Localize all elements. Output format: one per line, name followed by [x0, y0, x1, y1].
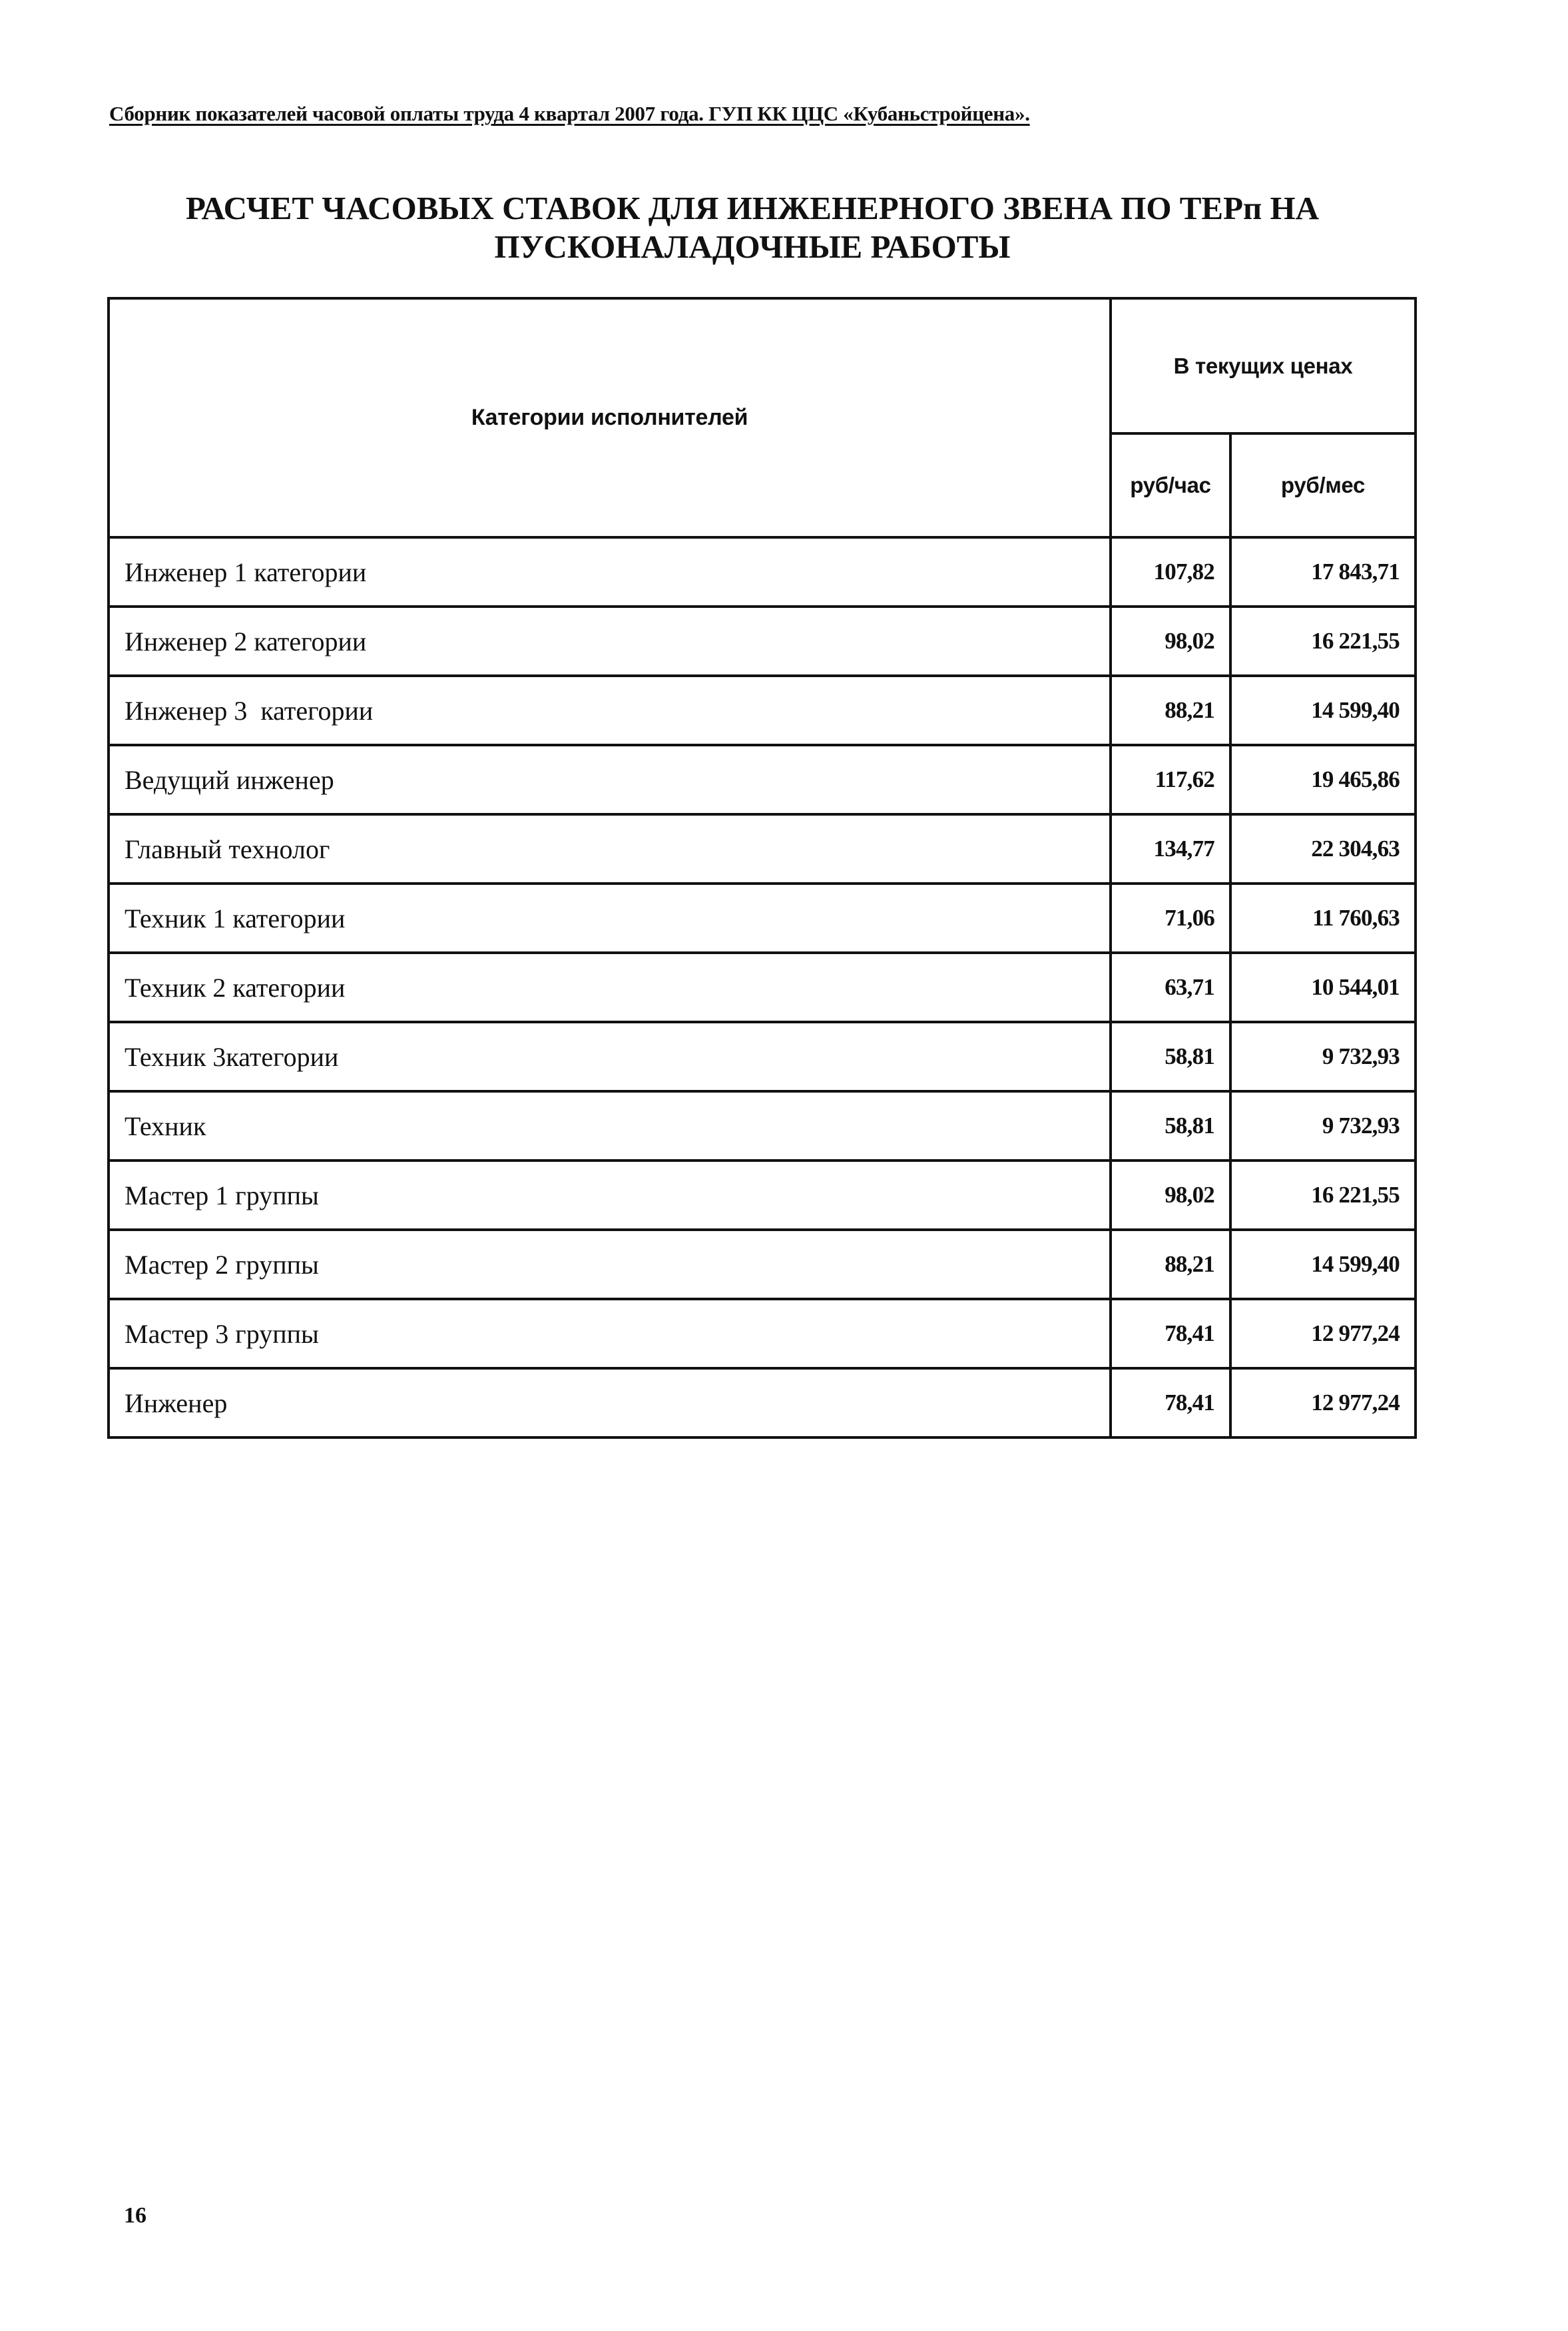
table-header-row — [109, 298, 1416, 433]
table-row — [109, 1161, 1416, 1230]
category-cell: Мастер 2 группы — [109, 1230, 1111, 1299]
rate-month-cell: 19 465,86 — [1230, 745, 1416, 814]
rate-hour-cell: 78,41 — [1111, 1299, 1230, 1368]
rate-hour-cell: 58,81 — [1111, 1091, 1230, 1161]
page-title — [107, 189, 1398, 266]
rate-month-cell: 22 304,63 — [1230, 814, 1416, 884]
page-number: 16 — [124, 2203, 146, 2228]
category-cell: Главный технолог — [109, 814, 1111, 884]
rate-hour-cell: 98,02 — [1111, 1161, 1230, 1230]
column-header-rub-per-month: руб/мес — [1230, 433, 1416, 537]
rate-month-cell: 16 221,55 — [1230, 607, 1416, 676]
table-row — [109, 745, 1416, 814]
page-title-line-2: ПУСКОНАЛАДОЧНЫЕ РАБОТЫ — [494, 228, 1011, 265]
category-cell: Инженер 1 категории — [109, 537, 1111, 607]
table-row — [109, 814, 1416, 884]
category-cell: Ведущий инженер — [109, 745, 1111, 814]
category-cell: Мастер 3 группы — [109, 1299, 1111, 1368]
table-row — [109, 884, 1416, 953]
table-row — [109, 537, 1416, 607]
rate-month-cell: 14 599,40 — [1230, 676, 1416, 745]
rate-hour-cell: 63,71 — [1111, 953, 1230, 1022]
category-cell: Техник 2 категории — [109, 953, 1111, 1022]
rate-month-cell: 9 732,93 — [1230, 1091, 1416, 1161]
rate-hour-cell: 71,06 — [1111, 884, 1230, 953]
rate-hour-cell: 107,82 — [1111, 537, 1230, 607]
rate-hour-cell: 98,02 — [1111, 607, 1230, 676]
rate-month-cell: 14 599,40 — [1230, 1230, 1416, 1299]
category-cell: Техник — [109, 1091, 1111, 1161]
rate-month-cell: 11 760,63 — [1230, 884, 1416, 953]
rate-hour-cell: 88,21 — [1111, 676, 1230, 745]
category-cell: Инженер 2 категории — [109, 607, 1111, 676]
category-cell: Инженер 3 категории — [109, 676, 1111, 745]
rate-hour-cell: 134,77 — [1111, 814, 1230, 884]
table-row — [109, 953, 1416, 1022]
category-cell: Техник 3категории — [109, 1022, 1111, 1091]
rate-hour-cell: 88,21 — [1111, 1230, 1230, 1299]
table-row — [109, 607, 1416, 676]
table-row — [109, 1230, 1416, 1299]
table-row — [109, 1022, 1416, 1091]
table-row — [109, 1091, 1416, 1161]
column-header-current-prices: В текущих ценах — [1111, 298, 1416, 433]
category-cell: Техник 1 категории — [109, 884, 1111, 953]
rate-month-cell: 16 221,55 — [1230, 1161, 1416, 1230]
table-row — [109, 1368, 1416, 1437]
rate-hour-cell: 58,81 — [1111, 1022, 1230, 1091]
rate-month-cell: 10 544,01 — [1230, 953, 1416, 1022]
rate-hour-cell: 117,62 — [1111, 745, 1230, 814]
rate-month-cell: 12 977,24 — [1230, 1299, 1416, 1368]
page-title-line-1: РАСЧЕТ ЧАСОВЫХ СТАВОК ДЛЯ ИНЖЕНЕРНОГО ЗВЕНА ПО ТЕРп НА — [185, 190, 1319, 226]
column-header-category: Категории исполнителей — [109, 298, 1111, 537]
column-header-rub-per-hour: руб/час — [1111, 433, 1230, 537]
document-source-line: Сборник показателей часовой оплаты труда 4 квартал 2007 года. ГУП КК ЦЦС «Кубаньстройцена». — [109, 102, 1030, 125]
table-row — [109, 676, 1416, 745]
rate-month-cell: 12 977,24 — [1230, 1368, 1416, 1437]
category-cell: Мастер 1 группы — [109, 1161, 1111, 1230]
category-cell: Инженер — [109, 1368, 1111, 1437]
hourly-rates-table — [107, 297, 1417, 1439]
table-row — [109, 1299, 1416, 1368]
rate-month-cell: 17 843,71 — [1230, 537, 1416, 607]
rate-month-cell: 9 732,93 — [1230, 1022, 1416, 1091]
rate-hour-cell: 78,41 — [1111, 1368, 1230, 1437]
